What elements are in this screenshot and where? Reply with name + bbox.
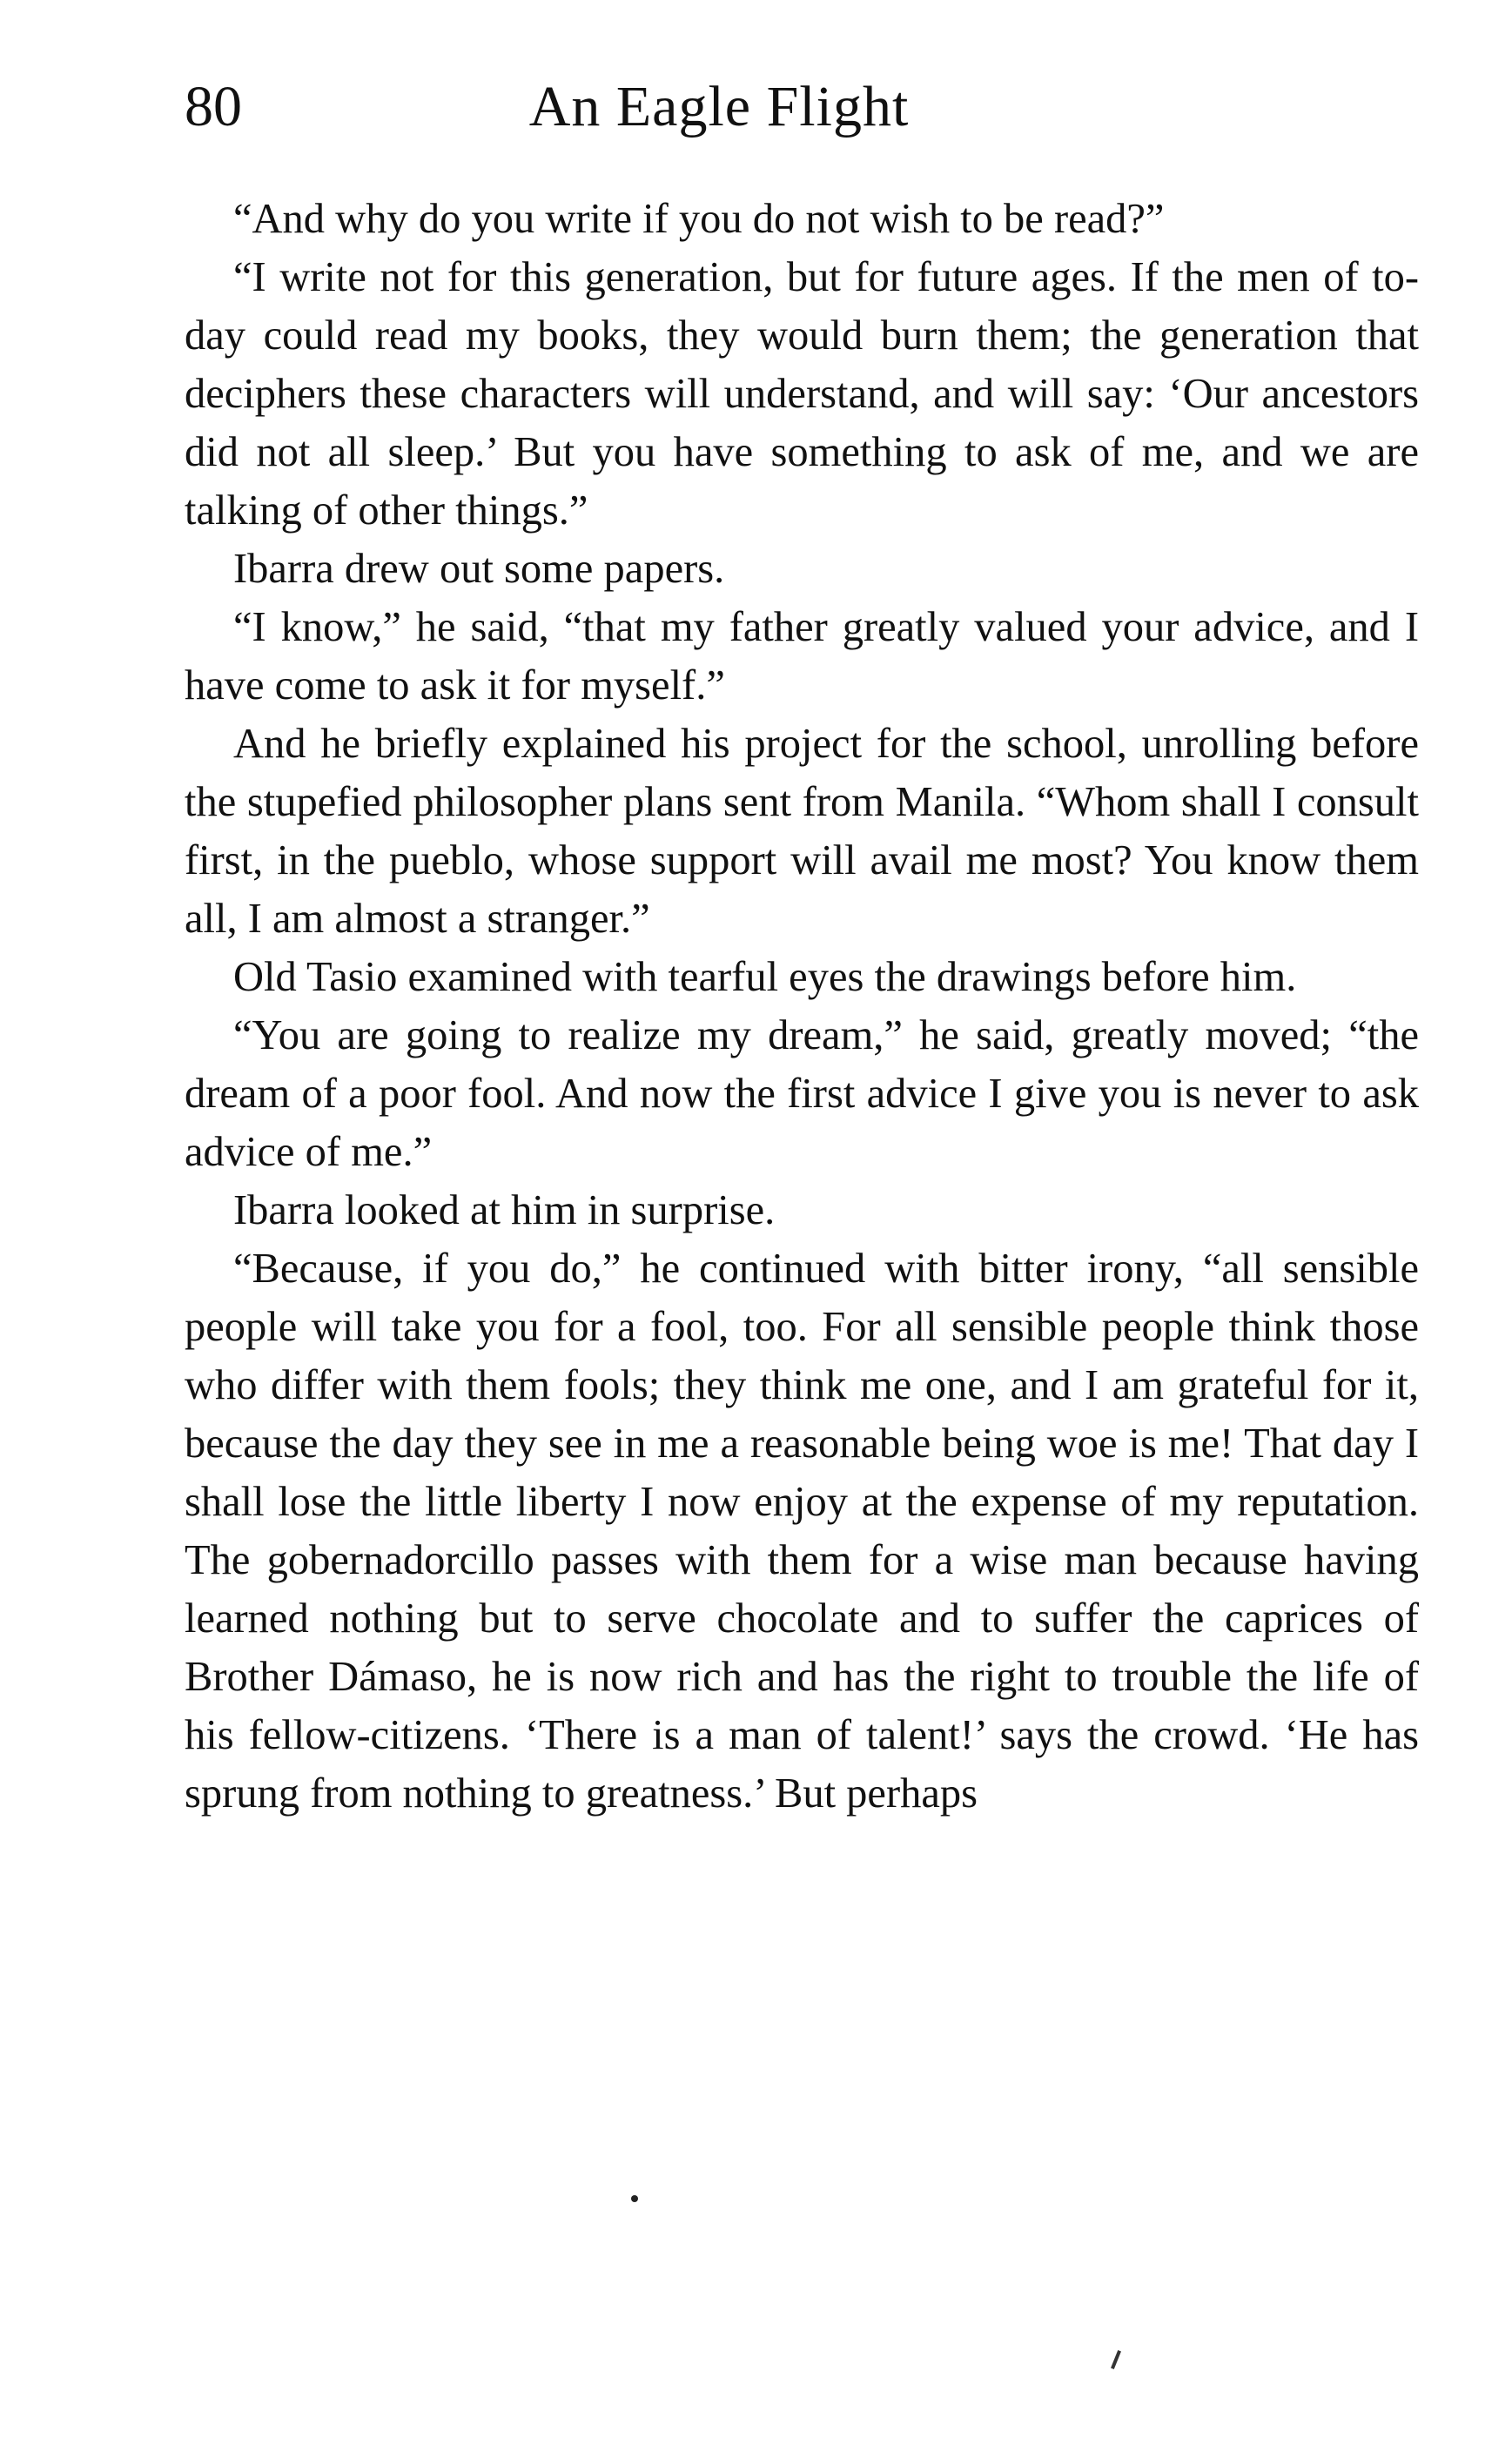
page-number: 80 [185, 75, 242, 138]
print-mark [1111, 2350, 1121, 2369]
body-text [185, 190, 1419, 1823]
paragraph: Ibarra drew out some papers. [233, 546, 725, 592]
paragraph: “Because, if you do,” he continued with bitter irony, “all sensible people will take you for a fool, too. For all sensible people think those who differ with them fools; they think me one, and I am grateful for it, because the day they see in me a reasonable being woe is me! That day I shall lose the little liberty I now enjoy at the expense of my reputation. The gobernadorcillo passes with them for a wise man because having learned nothing but to serve chocolate and to suffer the caprices of Brother Dámaso, he is now rich and has the right to trouble the life of his fellow-citizens. ‘There is a man of talent!’ says the crowd. ‘He has sprung from nothing to greatness.’ But perhaps [185, 1246, 1419, 1817]
paragraph: Old Tasio examined with tearful eyes the drawings before him. [233, 954, 1297, 1000]
paragraph: And he briefly explained his project for the school, unrolling before the stupefied philosopher plans sent from Manila. “Whom shall I consult first, in the pueblo, whose support will avail me most? You know them all, I am almost a stranger.” [185, 721, 1419, 942]
book-title: An Eagle Flight [528, 75, 910, 138]
paragraph: “You are going to realize my dream,” he said, greatly moved; “the dream of a poor fool. And now the first advice I give you is never to ask advice of me.” [185, 1012, 1419, 1175]
running-head [185, 68, 1419, 146]
paragraph: Ibarra looked at him in surprise. [233, 1187, 776, 1233]
print-speck [631, 2195, 638, 2202]
paragraph: “I know,” he said, “that my father greatly valued your advice, and I have come to ask it for myself.” [185, 604, 1419, 709]
paragraph: “I write not for this generation, but for future ages. If the men of to-day could read my books, they would burn them; the generation that deciphers these characters will understand, and will say: ‘Our ancestors did not all sleep.’ But you have something to ask of me, and we are talking of other things.” [185, 254, 1419, 534]
paragraph: “And why do you write if you do not wish to be read?” [233, 196, 1165, 242]
